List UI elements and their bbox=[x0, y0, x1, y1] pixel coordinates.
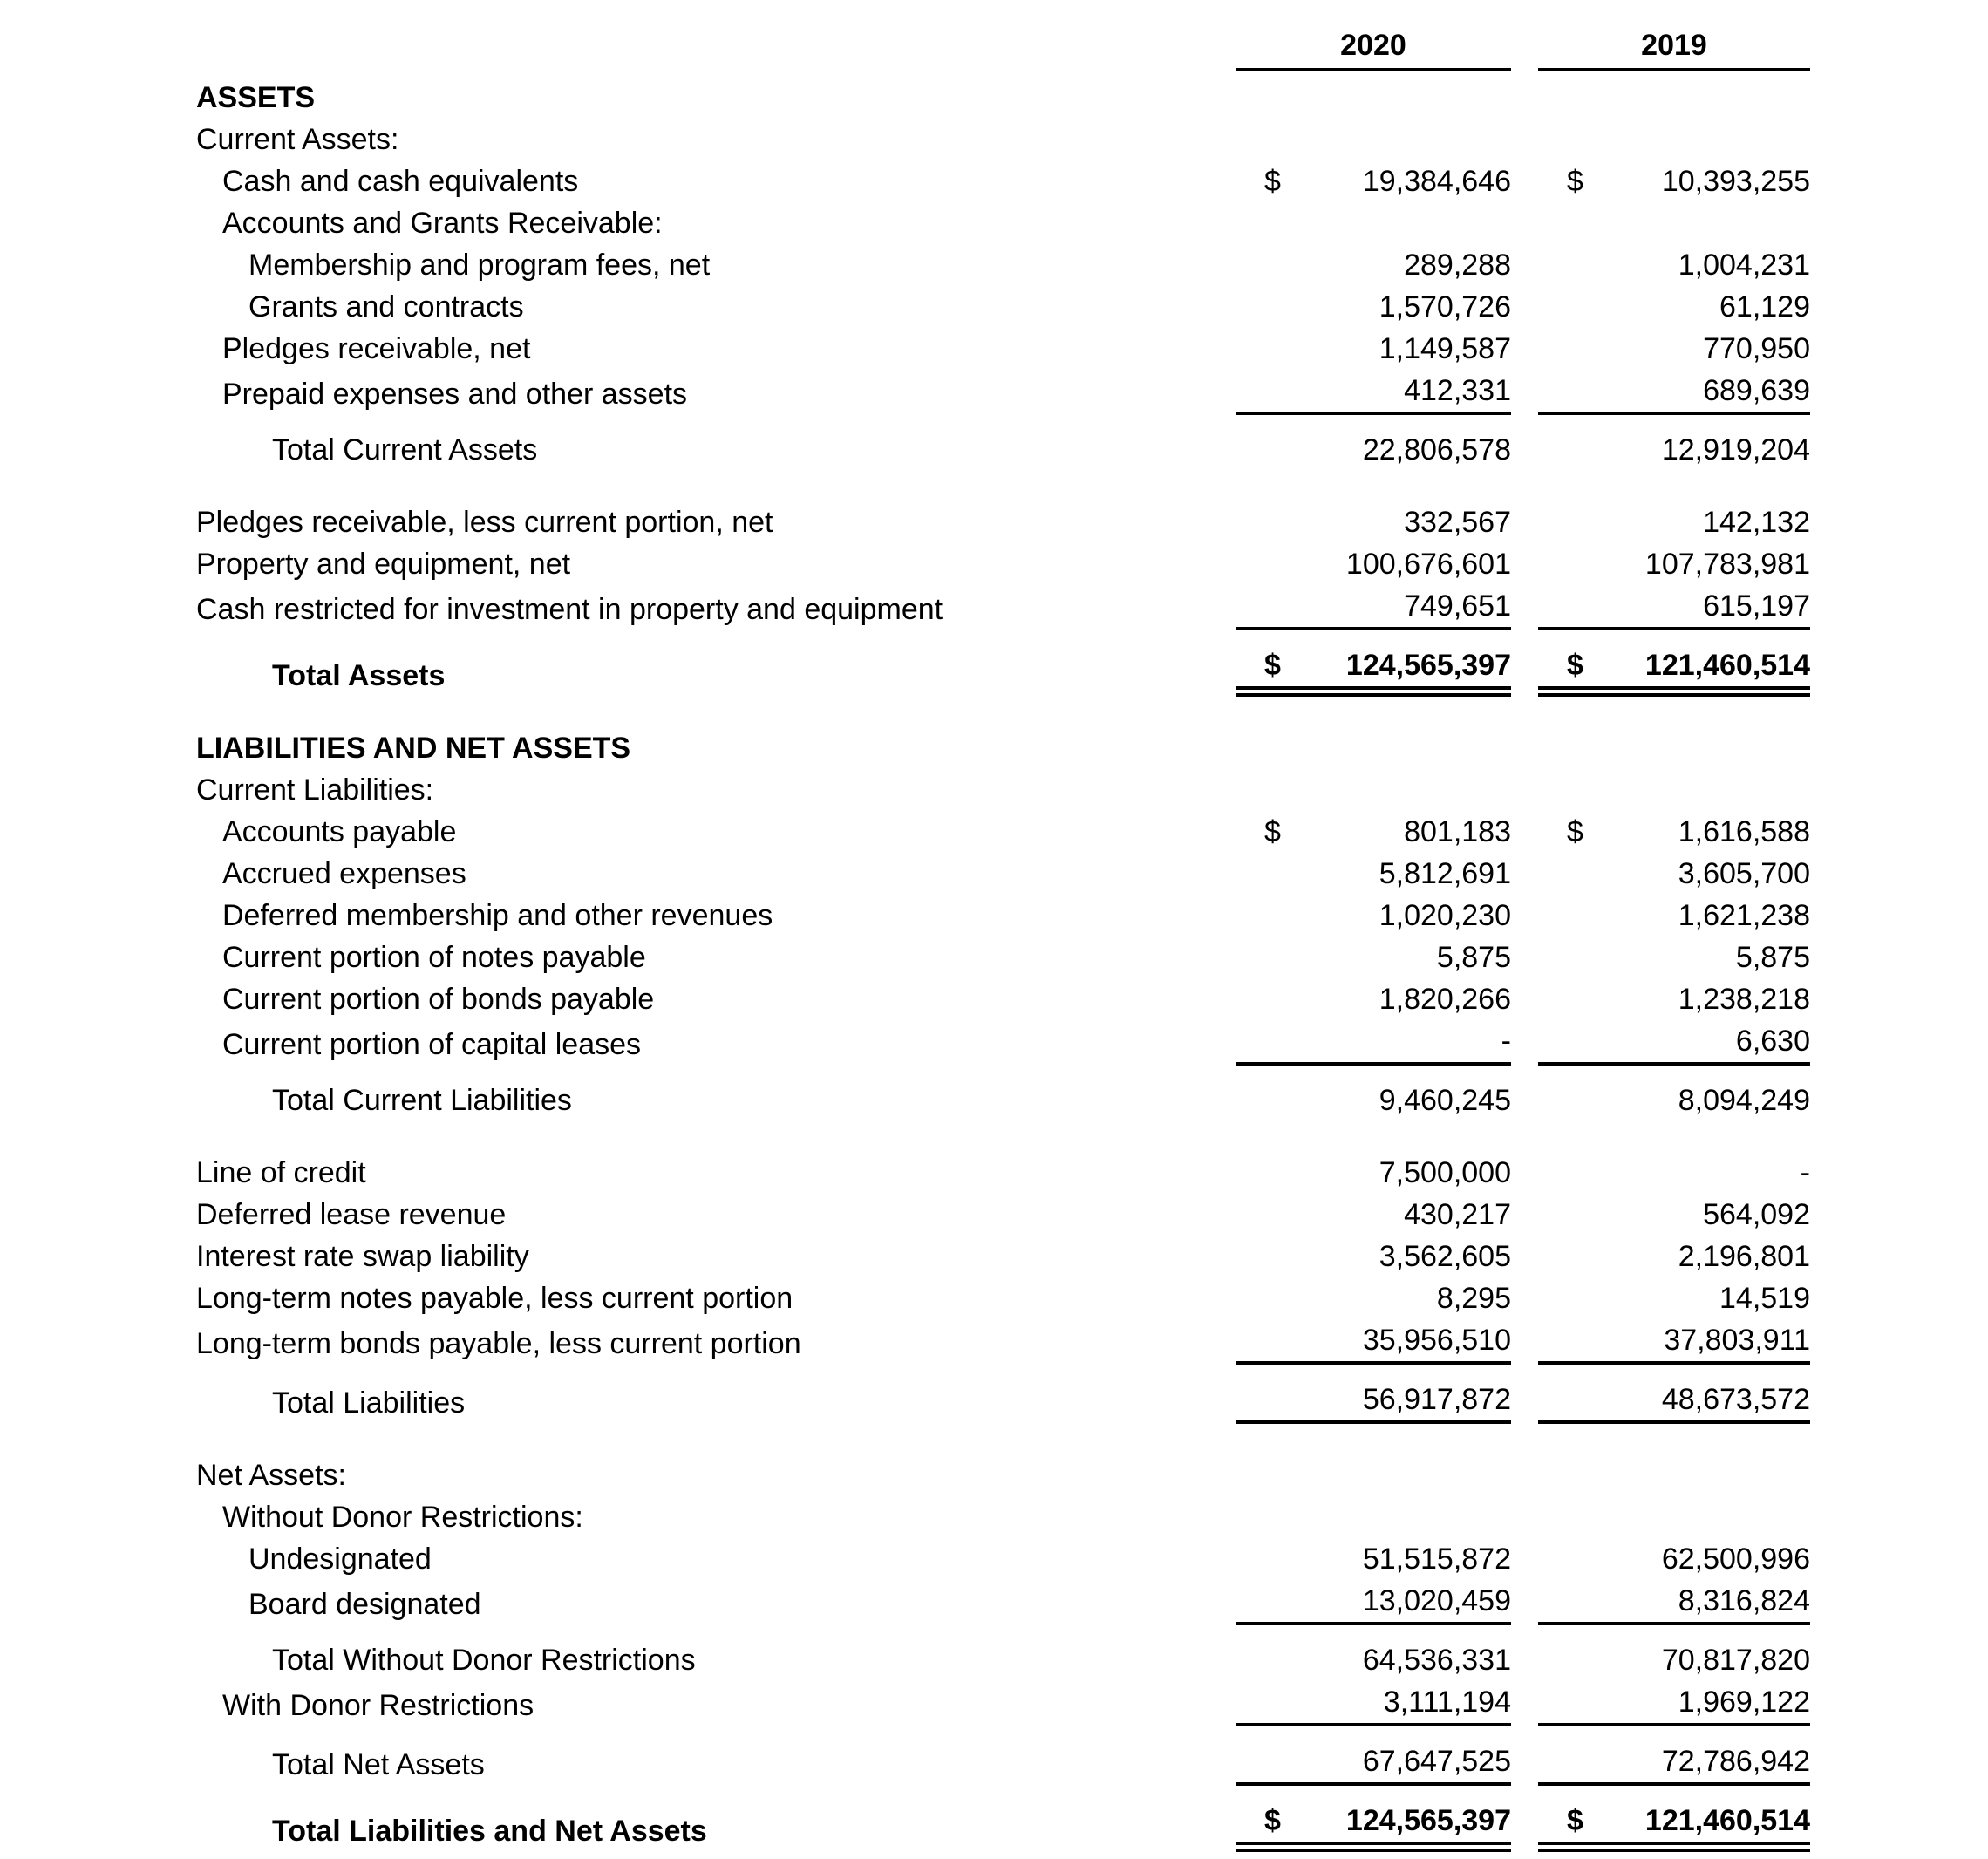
value-cell-2020 bbox=[1236, 936, 1511, 978]
row-label: Property and equipment, net bbox=[196, 548, 571, 581]
value-cell-2019 bbox=[1538, 1538, 1810, 1580]
row-label: Total Without Donor Restrictions bbox=[272, 1644, 696, 1677]
column-header-2020: 2020 bbox=[1236, 23, 1511, 72]
row-label: Total Liabilities bbox=[272, 1386, 466, 1420]
table-row bbox=[0, 429, 1988, 471]
value-cell-2019 bbox=[1538, 1236, 1810, 1277]
value-cell-2020 bbox=[1236, 328, 1511, 370]
row-label: Accrued expenses bbox=[222, 857, 466, 890]
table-row bbox=[0, 1496, 1988, 1538]
value-cell-2019 bbox=[1538, 895, 1810, 936]
value-cell-2020 bbox=[1236, 1236, 1511, 1277]
amount-2020: 7,500,000 bbox=[1379, 1156, 1511, 1189]
table-row bbox=[0, 501, 1988, 543]
table-row bbox=[0, 811, 1988, 853]
value-cell-2019 bbox=[1538, 1379, 1810, 1424]
amount-2019: 615,197 bbox=[1703, 589, 1810, 623]
amount-2019: 5,875 bbox=[1735, 941, 1810, 974]
value-cell-2019 bbox=[1538, 1152, 1810, 1194]
amount-2019: 48,673,572 bbox=[1661, 1383, 1810, 1416]
amount-2019: - bbox=[1800, 1156, 1810, 1189]
amount-2019: 142,132 bbox=[1703, 506, 1810, 539]
value-cell-2020 bbox=[1236, 1800, 1511, 1852]
table-row bbox=[0, 1538, 1988, 1580]
table-row bbox=[0, 160, 1988, 202]
table-row bbox=[0, 1580, 1988, 1625]
amount-2019: 3,605,700 bbox=[1678, 857, 1810, 890]
row-label: Pledges receivable, less current portion, net bbox=[196, 506, 773, 539]
table-row bbox=[0, 1639, 1988, 1681]
value-cell-2019 bbox=[1538, 370, 1810, 415]
value-cell-2020 bbox=[1236, 1681, 1511, 1726]
amount-2020: 332,567 bbox=[1404, 506, 1511, 539]
amount-2019: 37,803,911 bbox=[1664, 1324, 1810, 1357]
value-cell-2020 bbox=[1236, 370, 1511, 415]
amount-2020: 289,288 bbox=[1404, 249, 1511, 282]
value-cell-2020 bbox=[1236, 1580, 1511, 1625]
amount-2019: 1,969,122 bbox=[1678, 1685, 1810, 1719]
row-label: Current portion of capital leases bbox=[222, 1028, 642, 1061]
dollar-sign: $ bbox=[1264, 649, 1281, 682]
table-row bbox=[0, 1379, 1988, 1424]
row-label: Cash and cash equivalents bbox=[222, 165, 579, 198]
dollar-sign: $ bbox=[1264, 165, 1281, 198]
table-row bbox=[0, 1800, 1988, 1852]
row-label: Current portion of bonds payable bbox=[222, 983, 655, 1016]
amount-2019: 8,094,249 bbox=[1678, 1084, 1810, 1117]
amount-2020: 1,820,266 bbox=[1379, 983, 1511, 1016]
value-cell-2020 bbox=[1236, 1319, 1511, 1365]
value-cell-2019 bbox=[1538, 1740, 1810, 1786]
value-cell-2019 bbox=[1538, 811, 1810, 853]
value-cell-2019 bbox=[1538, 1800, 1810, 1852]
amount-2020: 412,331 bbox=[1404, 374, 1511, 407]
value-cell-2019 bbox=[1538, 1277, 1810, 1319]
amount-2020: 22,806,578 bbox=[1362, 433, 1511, 466]
dollar-sign: $ bbox=[1567, 815, 1583, 848]
value-cell-2020 bbox=[1236, 1740, 1511, 1786]
value-cell-2019 bbox=[1538, 501, 1810, 543]
table-row bbox=[0, 286, 1988, 328]
row-label: Current Liabilities: bbox=[196, 773, 434, 807]
table-row bbox=[0, 1681, 1988, 1726]
value-cell-2020 bbox=[1236, 543, 1511, 585]
row-label: Membership and program fees, net bbox=[248, 249, 711, 282]
amount-2019: 12,919,204 bbox=[1661, 433, 1810, 466]
value-cell-2019 bbox=[1538, 1194, 1810, 1236]
row-label: Line of credit bbox=[196, 1156, 366, 1189]
value-cell-2020 bbox=[1236, 160, 1511, 202]
table-row bbox=[0, 853, 1988, 895]
amount-2020: 430,217 bbox=[1404, 1198, 1511, 1231]
value-cell-2019 bbox=[1538, 543, 1810, 585]
amount-2020: 9,460,245 bbox=[1379, 1084, 1511, 1117]
row-label: Accounts and Grants Receivable: bbox=[222, 207, 663, 240]
table-row bbox=[0, 895, 1988, 936]
amount-2019: 770,950 bbox=[1703, 332, 1810, 365]
table-row bbox=[0, 543, 1988, 585]
table-row bbox=[0, 585, 1988, 630]
amount-2020: 100,676,601 bbox=[1345, 548, 1511, 581]
amount-2019: 70,817,820 bbox=[1661, 1644, 1810, 1677]
column-header-2019: 2019 bbox=[1538, 23, 1810, 72]
table-row bbox=[0, 1079, 1988, 1121]
value-cell-2020 bbox=[1236, 429, 1511, 471]
row-label: Pledges receivable, net bbox=[222, 332, 531, 365]
amount-2019: 6,630 bbox=[1735, 1025, 1810, 1058]
amount-2020: 64,536,331 bbox=[1362, 1644, 1511, 1677]
value-cell-2020 bbox=[1236, 644, 1511, 697]
table-row bbox=[0, 77, 1988, 119]
row-label: Long-term notes payable, less current portion bbox=[196, 1282, 793, 1315]
value-cell-2020 bbox=[1236, 978, 1511, 1020]
value-cell-2020 bbox=[1236, 585, 1511, 630]
table-row bbox=[0, 769, 1988, 811]
value-cell-2019 bbox=[1538, 1639, 1810, 1681]
table-row bbox=[0, 978, 1988, 1020]
amount-2019: 61,129 bbox=[1719, 290, 1810, 323]
amount-2019: 107,783,981 bbox=[1644, 548, 1810, 581]
value-cell-2020 bbox=[1236, 244, 1511, 286]
amount-2020: 51,515,872 bbox=[1362, 1542, 1511, 1576]
value-cell-2019 bbox=[1538, 936, 1810, 978]
amount-2019: 121,460,514 bbox=[1644, 649, 1810, 682]
row-label: Deferred membership and other revenues bbox=[222, 899, 773, 932]
table-row bbox=[0, 727, 1988, 769]
row-label: Without Donor Restrictions: bbox=[222, 1501, 583, 1534]
value-cell-2019 bbox=[1538, 1580, 1810, 1625]
amount-2020: 8,295 bbox=[1436, 1282, 1511, 1315]
value-cell-2020 bbox=[1236, 853, 1511, 895]
amount-2020: 5,812,691 bbox=[1379, 857, 1511, 890]
amount-2020: 1,020,230 bbox=[1379, 899, 1511, 932]
table-row bbox=[0, 1740, 1988, 1786]
amount-2020: 124,565,397 bbox=[1345, 649, 1511, 682]
dollar-sign: $ bbox=[1264, 815, 1281, 848]
value-cell-2020 bbox=[1236, 1194, 1511, 1236]
table-row bbox=[0, 644, 1988, 697]
value-cell-2020 bbox=[1236, 1379, 1511, 1424]
amount-2020: 1,570,726 bbox=[1379, 290, 1511, 323]
amount-2020: 19,384,646 bbox=[1362, 165, 1511, 198]
amount-2019: 10,393,255 bbox=[1661, 165, 1810, 198]
row-label: Cash restricted for investment in property and equipment bbox=[196, 593, 943, 626]
row-label: Prepaid expenses and other assets bbox=[222, 378, 688, 411]
value-cell-2019 bbox=[1538, 286, 1810, 328]
table-row bbox=[0, 1319, 1988, 1365]
amount-2019: 689,639 bbox=[1703, 374, 1810, 407]
amount-2020: 3,562,605 bbox=[1379, 1240, 1511, 1273]
table-row bbox=[0, 244, 1988, 286]
section-spacer bbox=[0, 697, 1988, 727]
value-cell-2020 bbox=[1236, 811, 1511, 853]
table-row bbox=[0, 119, 1988, 160]
table-row bbox=[0, 1194, 1988, 1236]
table-row bbox=[0, 1454, 1988, 1496]
value-cell-2019 bbox=[1538, 585, 1810, 630]
table-row bbox=[0, 1277, 1988, 1319]
table-row bbox=[0, 370, 1988, 415]
amount-2020: 35,956,510 bbox=[1362, 1324, 1511, 1357]
value-cell-2020 bbox=[1236, 1079, 1511, 1121]
row-label: With Donor Restrictions bbox=[222, 1689, 534, 1722]
amount-2019: 121,460,514 bbox=[1644, 1804, 1810, 1837]
value-cell-2020 bbox=[1236, 501, 1511, 543]
table-row bbox=[0, 1020, 1988, 1066]
value-cell-2019 bbox=[1538, 244, 1810, 286]
amount-2019: 2,196,801 bbox=[1678, 1240, 1810, 1273]
amount-2019: 1,621,238 bbox=[1678, 899, 1810, 932]
amount-2019: 14,519 bbox=[1719, 1282, 1810, 1315]
row-label: Total Liabilities and Net Assets bbox=[272, 1815, 707, 1848]
amount-2020: 67,647,525 bbox=[1362, 1745, 1511, 1778]
row-label: Board designated bbox=[248, 1588, 481, 1621]
table-row bbox=[0, 202, 1988, 244]
section-spacer bbox=[0, 471, 1988, 501]
dollar-sign: $ bbox=[1567, 1804, 1583, 1837]
amount-2020: 3,111,194 bbox=[1383, 1685, 1511, 1719]
row-label: Deferred lease revenue bbox=[196, 1198, 507, 1231]
row-label: Interest rate swap liability bbox=[196, 1240, 529, 1273]
row-label: Net Assets: bbox=[196, 1459, 346, 1492]
value-cell-2019 bbox=[1538, 1681, 1810, 1726]
section-spacer bbox=[0, 1424, 1988, 1454]
amount-2019: 1,616,588 bbox=[1678, 815, 1810, 848]
value-cell-2020 bbox=[1236, 1639, 1511, 1681]
dollar-sign: $ bbox=[1567, 649, 1583, 682]
value-cell-2020 bbox=[1236, 895, 1511, 936]
row-label: Total Current Assets bbox=[272, 433, 538, 466]
value-cell-2019 bbox=[1538, 160, 1810, 202]
table-row bbox=[0, 1152, 1988, 1194]
amount-2020: 749,651 bbox=[1404, 589, 1511, 623]
amount-2019: 564,092 bbox=[1703, 1198, 1810, 1231]
row-label: Undesignated bbox=[248, 1542, 432, 1576]
row-label: Accounts payable bbox=[222, 815, 457, 848]
value-cell-2019 bbox=[1538, 429, 1810, 471]
table-row bbox=[0, 936, 1988, 978]
amount-2020: 124,565,397 bbox=[1345, 1804, 1511, 1837]
value-cell-2019 bbox=[1538, 1020, 1810, 1066]
row-label: Current portion of notes payable bbox=[222, 941, 646, 974]
amount-2020: 801,183 bbox=[1404, 815, 1511, 848]
amount-2019: 62,500,996 bbox=[1661, 1542, 1810, 1576]
amount-2020: 56,917,872 bbox=[1362, 1383, 1511, 1416]
value-cell-2020 bbox=[1236, 1538, 1511, 1580]
amount-2020: 5,875 bbox=[1436, 941, 1511, 974]
table-row bbox=[0, 328, 1988, 370]
value-cell-2020 bbox=[1236, 1152, 1511, 1194]
value-cell-2019 bbox=[1538, 644, 1810, 697]
statement-rows bbox=[0, 77, 1988, 1852]
section-spacer bbox=[0, 1121, 1988, 1152]
value-cell-2020 bbox=[1236, 1277, 1511, 1319]
value-cell-2020 bbox=[1236, 286, 1511, 328]
row-label: Total Assets bbox=[272, 659, 446, 692]
value-cell-2019 bbox=[1538, 328, 1810, 370]
row-label: Current Assets: bbox=[196, 123, 399, 156]
row-label: Total Net Assets bbox=[272, 1748, 485, 1781]
table-row bbox=[0, 1236, 1988, 1277]
value-cell-2020 bbox=[1236, 1020, 1511, 1066]
value-cell-2019 bbox=[1538, 978, 1810, 1020]
amount-2019: 1,004,231 bbox=[1678, 249, 1810, 282]
row-label: ASSETS bbox=[196, 81, 316, 114]
row-label: LIABILITIES AND NET ASSETS bbox=[196, 732, 631, 765]
row-label: Long-term bonds payable, less current portion bbox=[196, 1327, 801, 1360]
dollar-sign: $ bbox=[1264, 1804, 1281, 1837]
row-label: Grants and contracts bbox=[248, 290, 524, 323]
value-cell-2019 bbox=[1538, 1079, 1810, 1121]
amount-2020: 1,149,587 bbox=[1379, 332, 1511, 365]
dollar-sign: $ bbox=[1567, 165, 1583, 198]
row-label: Total Current Liabilities bbox=[272, 1084, 572, 1117]
value-cell-2019 bbox=[1538, 1319, 1810, 1365]
column-headers bbox=[0, 23, 1988, 72]
amount-2019: 72,786,942 bbox=[1661, 1745, 1810, 1778]
amount-2020: - bbox=[1501, 1025, 1511, 1058]
amount-2019: 1,238,218 bbox=[1678, 983, 1810, 1016]
amount-2019: 8,316,824 bbox=[1678, 1584, 1810, 1617]
value-cell-2019 bbox=[1538, 853, 1810, 895]
amount-2020: 13,020,459 bbox=[1362, 1584, 1511, 1617]
